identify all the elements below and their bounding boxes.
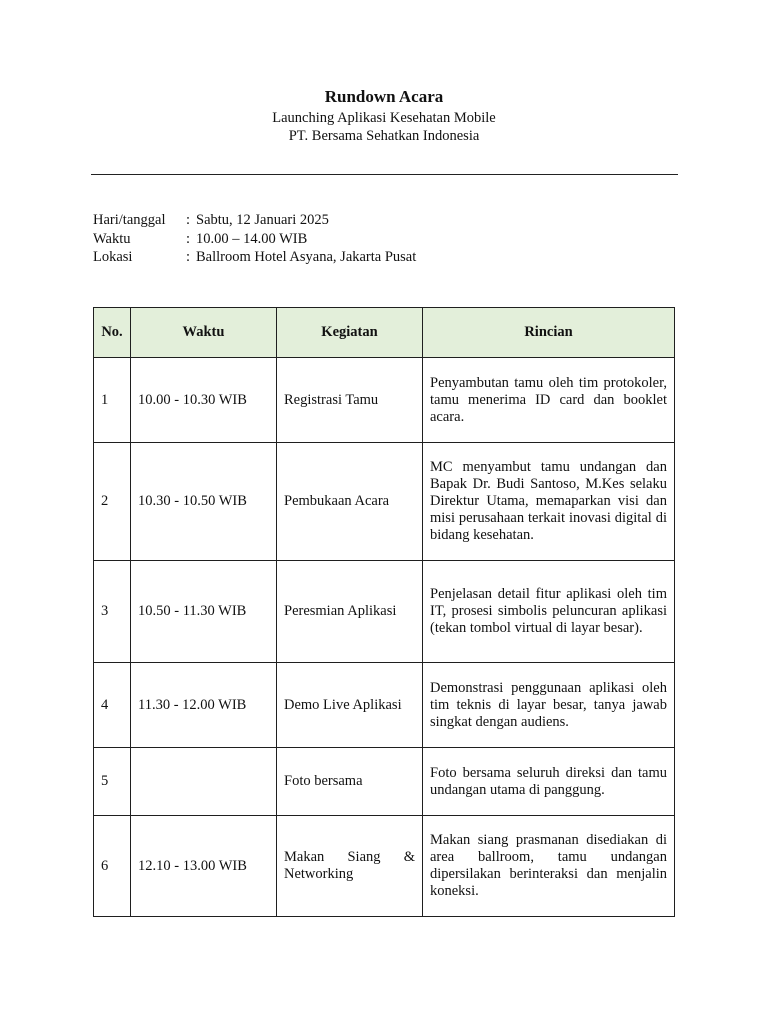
- cell-waktu: 11.30 - 12.00 WIB: [131, 663, 277, 748]
- table-row: [94, 748, 675, 816]
- info-separator: :: [186, 249, 191, 265]
- info-label: Hari/tanggal: [93, 212, 166, 228]
- header-waktu: Waktu: [131, 308, 277, 358]
- document-title: Rundown Acara: [324, 87, 444, 106]
- info-row-location: [93, 248, 416, 267]
- cell-kegiatan: Demo Live Aplikasi: [277, 663, 423, 748]
- cell-waktu: 10.30 - 10.50 WIB: [131, 443, 277, 561]
- info-separator: :: [186, 230, 191, 247]
- info-label: Lokasi: [93, 249, 133, 265]
- cell-kegiatan: Pembukaan Acara: [277, 443, 423, 561]
- cell-no: 6: [94, 816, 131, 917]
- table-row: [94, 358, 675, 443]
- cell-no: 3: [94, 561, 131, 663]
- info-value: Ballroom Hotel Asyana, Jakarta Pusat: [196, 249, 417, 265]
- event-info: [93, 211, 416, 267]
- event-name: Launching Aplikasi Kesehatan Mobile: [272, 110, 496, 126]
- cell-rincian: Makan siang prasmanan disediakan di area ballroom, tamu undangan dipersilakan berinteraksi dan menjalin koneksi.: [423, 816, 675, 917]
- cell-rincian: Demonstrasi penggunaan aplikasi oleh tim teknis di layar besar, tanya jawab singkat dengan audiens.: [423, 663, 675, 748]
- table-row: [94, 561, 675, 663]
- cell-kegiatan: Makan Siang & Networking: [277, 816, 423, 917]
- table-row: [94, 816, 675, 917]
- cell-no: 4: [94, 663, 131, 748]
- cell-rincian: Foto bersama seluruh direksi dan tamu undangan utama di panggung.: [423, 748, 675, 816]
- info-label: Waktu: [93, 230, 131, 247]
- info-value: 10.00 – 14.00 WIB: [196, 230, 308, 247]
- cell-no: 2: [94, 443, 131, 561]
- cell-no: 1: [94, 358, 131, 443]
- header-divider: [91, 174, 678, 175]
- cell-waktu: [131, 748, 277, 816]
- info-separator: :: [186, 212, 191, 228]
- header-no: No.: [94, 308, 131, 358]
- header-kegiatan: Kegiatan: [277, 308, 423, 358]
- cell-kegiatan: Foto bersama: [277, 748, 423, 816]
- header-rincian: Rincian: [423, 308, 675, 358]
- cell-no: 5: [94, 748, 131, 816]
- cell-rincian: Penyambutan tamu oleh tim protokoler, tamu menerima ID card dan booklet acara.: [423, 358, 675, 443]
- cell-rincian: Penjelasan detail fitur aplikasi oleh tim IT, prosesi simbolis peluncuran aplikasi (tekan tombol virtual di layar besar).: [423, 561, 675, 663]
- cell-kegiatan: Peresmian Aplikasi: [277, 561, 423, 663]
- table-row: [94, 443, 675, 561]
- table-header-row: [94, 308, 675, 358]
- info-value: Sabtu, 12 Januari 2025: [196, 212, 329, 228]
- cell-waktu: 10.50 - 11.30 WIB: [131, 561, 277, 663]
- cell-waktu: 12.10 - 13.00 WIB: [131, 816, 277, 917]
- cell-kegiatan: Registrasi Tamu: [277, 358, 423, 443]
- info-row-time: [93, 230, 416, 249]
- rundown-table: [93, 307, 675, 917]
- info-row-date: [93, 211, 416, 230]
- table-row: [94, 663, 675, 748]
- cell-rincian: MC menyambut tamu undangan dan Bapak Dr. Budi Santoso, M.Kes selaku Direktur Utama, memaparkan visi dan misi perusahaan terkait inovasi digital di bidang kesehatan.: [423, 443, 675, 561]
- cell-waktu: 10.00 - 10.30 WIB: [131, 358, 277, 443]
- organizer-name: PT. Bersama Sehatkan Indonesia: [288, 128, 480, 144]
